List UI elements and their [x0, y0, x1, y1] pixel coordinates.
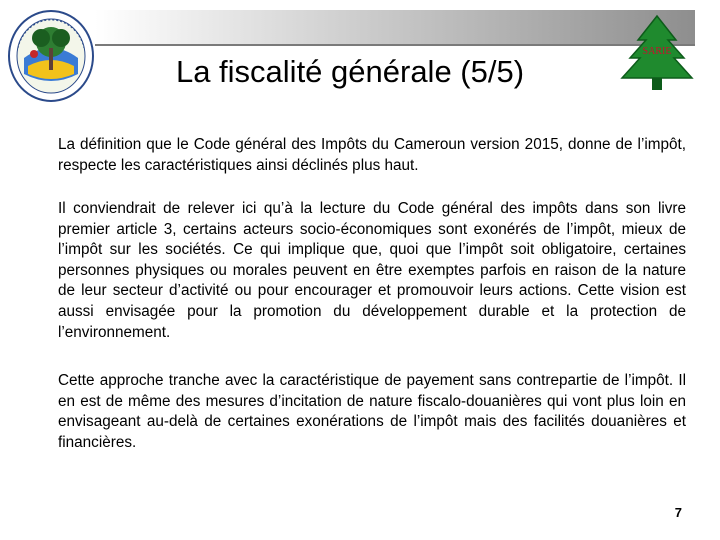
- header-gradient-bar: [95, 10, 695, 44]
- sarie-logo-text: SARIE: [642, 46, 672, 57]
- page-number: 7: [674, 505, 682, 520]
- paragraph-2: Il conviendrait de relever ici qu’à la lecture du Code général des impôts dans son livre premier article 3, certains acteurs socio-économiques sont exonérés de l’impôt, mieux de l’impôt sur les sociétés. Ce qui implique que, quoi que l’impôt soit obligatoire, certaines personnes physiques ou morales peuvent en être exemptes parfois en raison de la nature de leur secteur d’activité ou pour encourager et promouvoir leurs actions. Cette vision est aussi envisagée pour la promotion du développement durable et la protection de l’environnement.: [58, 200, 686, 341]
- header-divider: [95, 44, 695, 46]
- slide-title: [0, 52, 720, 92]
- slide-title-text: La fiscalité générale (5/5): [175, 54, 525, 89]
- paragraph-1: La définition que le Code général des Impôts du Cameroun version 2015, donne de l’impôt, respecte les caractéristiques ainsi déclinés plus haut.: [58, 136, 686, 174]
- paragraph-3: Cette approche tranche avec la caractéristique de payement sans contrepartie de l’impôt. Il en est de même des mesures d’incitation de nature fiscalo-douanières qui vont plus loin en envisageant au-delà de certaines exonérations de l’impôt mais des facilités douanières et financières.: [58, 372, 686, 451]
